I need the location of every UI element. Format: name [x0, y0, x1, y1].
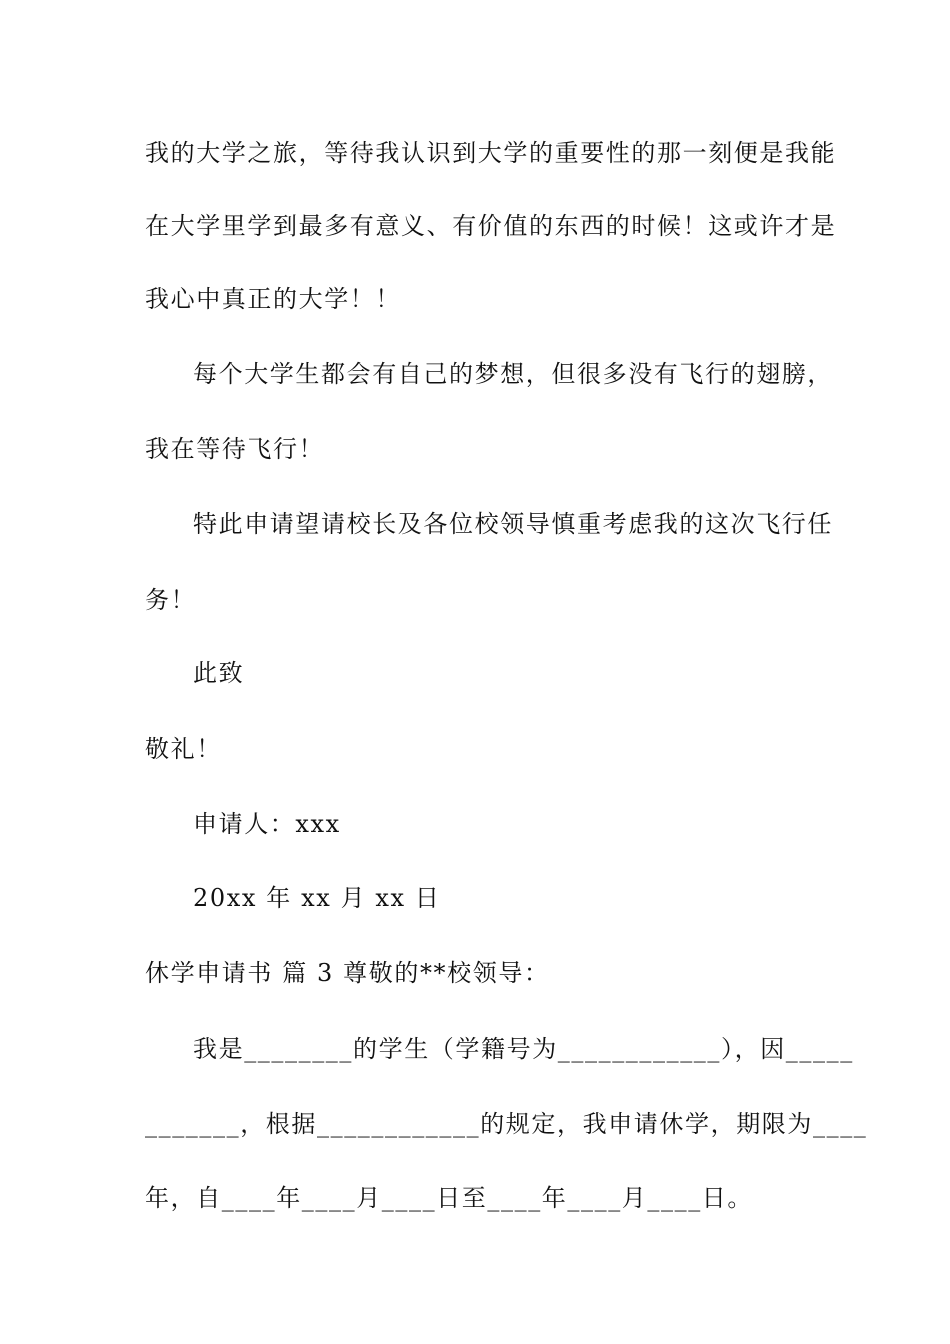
paragraph-line-5: 我在等待飞行！ — [145, 435, 325, 463]
paragraph-line-1: 我的大学之旅，等待我认识到大学的重要性的那一刻便是我能 — [145, 139, 837, 167]
closing-salutation: 此致 — [193, 659, 245, 687]
paragraph-line-2: 在大学里学到最多有意义、有价值的东西的时候！这或许才是 — [145, 212, 837, 240]
applicant-line: 申请人：xxx — [193, 810, 341, 838]
paragraph-line-6: 特此申请望请校长及各位校领导慎重考虑我的这次飞行任 — [193, 510, 833, 538]
paragraph-line-4: 每个大学生都会有自己的梦想，但很多没有飞行的翅膀， — [193, 360, 833, 388]
date-line: 20xx 年 xx 月 xx 日 — [193, 884, 441, 912]
form-line-1: 我是________的学生（学籍号为____________），因_____ — [193, 1035, 854, 1063]
closing-regards: 敬礼！ — [145, 735, 222, 763]
section-heading: 休学申请书 篇 3 尊敬的**校领导： — [145, 959, 550, 987]
paragraph-line-3: 我心中真正的大学！！ — [145, 285, 401, 313]
form-line-3: 年，自____年____月____日至____年____月____日。 — [145, 1184, 753, 1212]
form-line-2: _______，根据____________的规定，我申请休学，期限为____ — [145, 1110, 868, 1138]
paragraph-line-7: 务！ — [145, 586, 197, 614]
